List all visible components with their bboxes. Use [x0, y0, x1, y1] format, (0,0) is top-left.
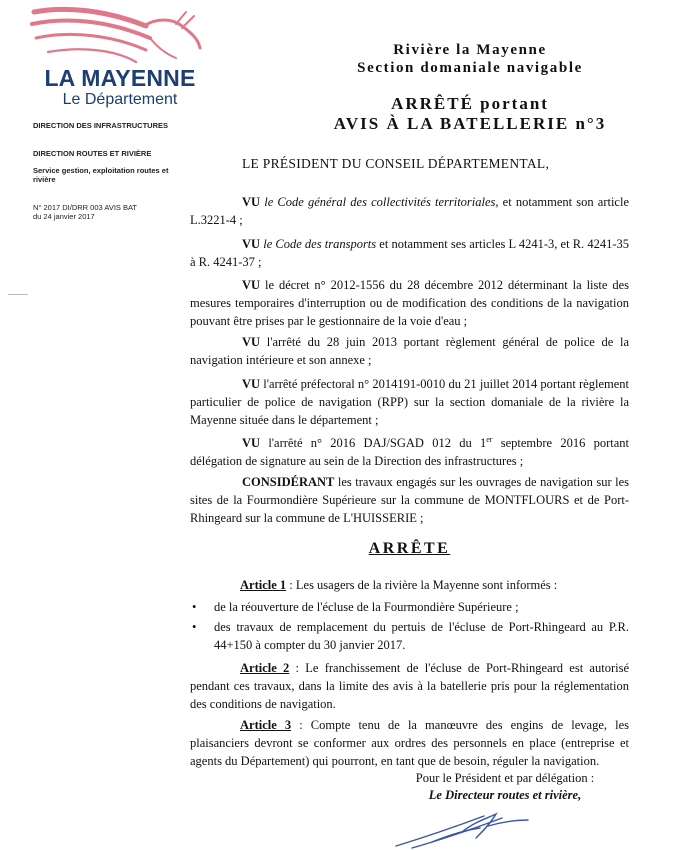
list-item: • des travaux de remplacement du pertuis de l'écluse de Port-Rhingeard au P.R. 44+150 à compter du 30 janvier 2017.	[192, 620, 629, 652]
paragraph-vu-delegation: VU l'arrêté n° 2016 DAJ/SGAD 012 du 1er septembre 2016 portant délégation de signature au sein de la Direction des infrastructures ;	[190, 435, 630, 469]
sidebar-date: du 24 janvier 2017	[33, 212, 95, 221]
sidebar-direction: DIRECTION DES INFRASTRUCTURES	[33, 121, 169, 130]
paragraph-vu-arrete-2013: VU l'arrêté du 28 juin 2013 portant règlement général de police de la navigation intérieure et son annexe ;	[190, 335, 629, 367]
article-1: Article 1 : Les usagers de la rivière la Mayenne sont informés :	[240, 578, 558, 592]
paragraph-vu-cgct: VU le Code général des collectivités territoriales, et notamment son article L.3221-4 ;	[190, 195, 629, 227]
sidebar-reference-block	[33, 203, 173, 221]
header-avis: AVIS À LA BATELLERIE n°3	[333, 114, 607, 133]
article-1-list	[190, 598, 629, 656]
logo-subtitle: Le Département	[62, 91, 178, 108]
list-item: • de la réouverture de l'écluse de la Fourmondière Supérieure ;	[192, 600, 519, 614]
bullet-icon: •	[192, 620, 197, 634]
sidebar-sub-direction: DIRECTION ROUTES ET RIVIÈRE	[33, 149, 152, 158]
sidebar-service: Service gestion, exploitation routes et rivière	[33, 166, 169, 184]
paragraph-vu-arrete-prefectoral: VU l'arrêté préfectoral n° 2014191-0010 du 21 juillet 2014 portant règlement particulier de police de navigation (RPP) sur la section domaniale de la rivière la Mayenne située dans le département ;	[190, 377, 629, 427]
paragraph-vu-code-transports: VU le Code des transports et notamment ses articles L 4241-3, et R. 4241-35 à R. 4241-37 ;	[190, 237, 630, 269]
paragraph-considerant: CONSIDÉRANT les travaux engagés sur les ouvrages de navigation sur les sites de la Fourmondière Supérieure sur la commune de MONTFLOURS et de Port-Rhingeard sur la commune de L'HUISSERIE ;	[190, 475, 629, 525]
bullet-icon: •	[192, 600, 197, 614]
horse-logo-icon	[26, 4, 206, 70]
logo-title: LA MAYENNE	[44, 65, 196, 91]
handwritten-signature-icon	[392, 808, 532, 850]
header-river: Rivière la Mayenne	[393, 42, 547, 58]
signature-delegation: Pour le Président et par délégation :	[415, 771, 595, 785]
article-3: Article 3 : Compte tenu de la manœuvre des engins de levage, les plaisanciers devront se conformer aux ordres des personnels en place (entreprise et agents du Département) qui pourront, en tant que de besoin, réguler la navigation.	[190, 718, 629, 768]
sidebar-reference: N° 2017 DI/DRR 003 AVIS BAT	[33, 203, 138, 212]
president-line: LE PRÉSIDENT DU CONSEIL DÉPARTEMENTAL,	[242, 156, 550, 171]
header-section: Section domaniale navigable	[357, 60, 583, 76]
margin-mark	[8, 294, 28, 295]
paragraph-vu-decret: VU le décret n° 2012-1556 du 28 décembre 2012 déterminant la liste des mesures temporaires d'interruption ou de modification des conditions de la navigation pouvant être prises par le gestionnaire de la voie d'eau ;	[190, 278, 629, 328]
article-2: Article 2 : Le franchissement de l'écluse de Port-Rhingeard est autorisé pendant ces travaux, dans la limite des avis à la batellerie pris pour la réglementation des conditions de navigation.	[190, 661, 630, 711]
signature-title: Le Directeur routes et rivière,	[428, 788, 582, 802]
header-arrete: ARRÊTÉ portant	[391, 94, 549, 113]
arrete-title: ARRÊTE	[368, 540, 451, 557]
